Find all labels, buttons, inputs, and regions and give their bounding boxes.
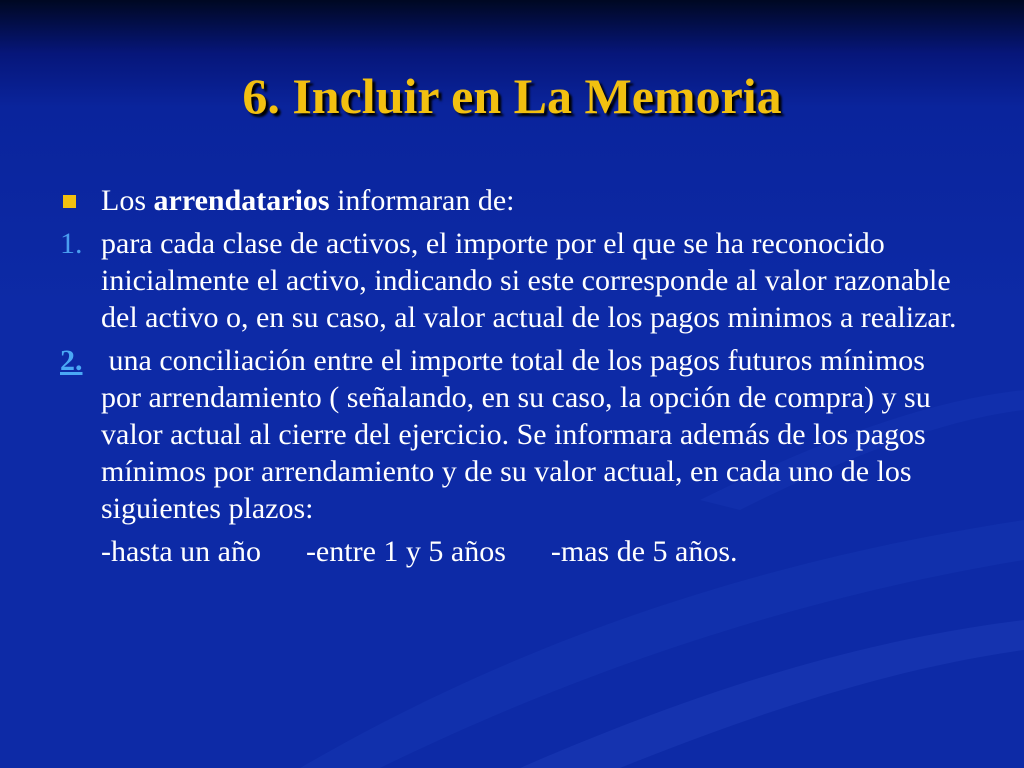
numbered-item-1 bbox=[60, 225, 970, 336]
slide-body bbox=[60, 182, 970, 570]
bullet-bold-term: arrendatarios bbox=[153, 184, 330, 217]
square-bullet-icon bbox=[63, 195, 76, 208]
bullet-suffix: informaran de: bbox=[329, 184, 515, 217]
item-number-2: 2. bbox=[60, 344, 83, 377]
item-number-1: 1. bbox=[60, 227, 83, 260]
bullet-prefix: Los bbox=[101, 184, 154, 217]
slide-title: 6. Incluir en La Memoria bbox=[242, 68, 782, 124]
item-text-2: una conciliación entre el importe total de los pagos futuros mínimos por arrendamiento ( señalando, en su caso, la opción de compra) y su valor actual al cierre del ejercicio. Se informara además de los pagos mínimos por arrendamiento y de su valor actual, en cada uno de los siguientes plazos: bbox=[101, 344, 939, 525]
numbered-item-2 bbox=[60, 342, 970, 527]
item-text-1: para cada clase de activos, el importe por el que se ha reconocido inicialmente el activo, indicando si este corresponde al valor razonable del activo o, en su caso, al valor actual de los pagos minimos a realizar. bbox=[101, 227, 957, 334]
periods-line: -hasta un año -entre 1 y 5 años -mas de 5 años. bbox=[101, 535, 738, 568]
bullet-item bbox=[60, 182, 970, 219]
